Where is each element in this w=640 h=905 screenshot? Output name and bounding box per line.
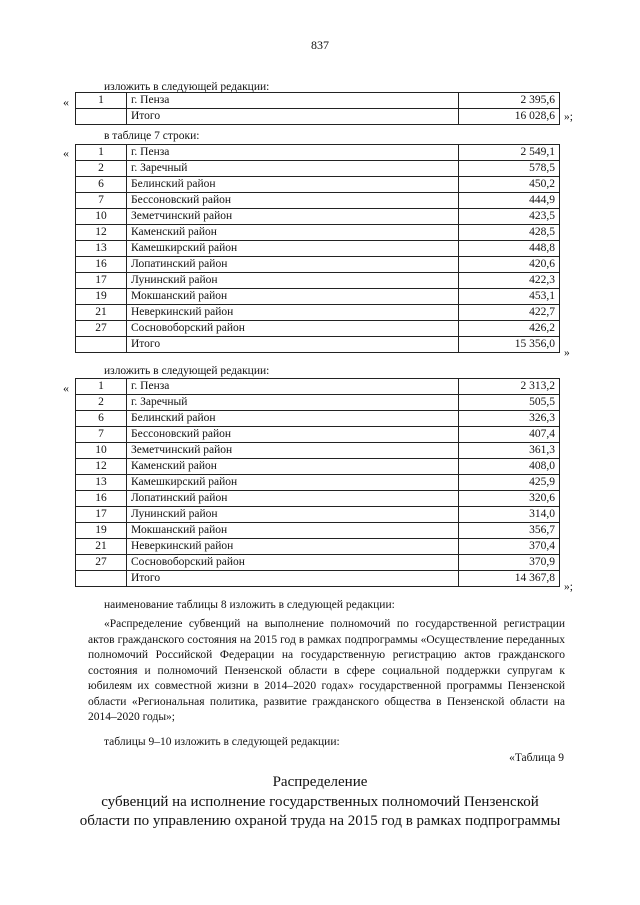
row-name: Лопатинский район xyxy=(127,257,459,273)
row-name: Земетчинский район xyxy=(127,443,459,459)
section3-close-quote: »; xyxy=(564,581,573,593)
row-number: 10 xyxy=(76,209,127,225)
table-row xyxy=(76,305,560,321)
section1-open-quote: « xyxy=(63,95,69,109)
row-name: г. Пенза xyxy=(127,145,459,161)
section3-open-quote: « xyxy=(63,381,69,395)
table-row xyxy=(76,379,560,395)
table-row xyxy=(76,109,560,125)
page-number: 837 xyxy=(311,38,329,52)
section2-close-quote: » xyxy=(564,347,570,359)
row-number: 13 xyxy=(76,241,127,257)
table-row xyxy=(76,459,560,475)
table-row xyxy=(76,193,560,209)
row-value: 356,7 xyxy=(459,523,560,539)
row-number: 17 xyxy=(76,507,127,523)
row-value: 15 356,0 xyxy=(459,337,560,353)
row-number: 21 xyxy=(76,305,127,321)
row-value: 423,5 xyxy=(459,209,560,225)
row-name: Мокшанский район xyxy=(127,289,459,305)
row-value: 326,3 xyxy=(459,411,560,427)
section1-close-quote: »; xyxy=(564,111,573,123)
table-row xyxy=(76,145,560,161)
table-row xyxy=(76,161,560,177)
table-row xyxy=(76,491,560,507)
row-value: 422,7 xyxy=(459,305,560,321)
row-number: 19 xyxy=(76,523,127,539)
row-number: 21 xyxy=(76,539,127,555)
row-name: Бессоновский район xyxy=(127,427,459,443)
row-number: 1 xyxy=(76,145,127,161)
row-number: 6 xyxy=(76,177,127,193)
row-value: 2 313,2 xyxy=(459,379,560,395)
row-value: 448,8 xyxy=(459,241,560,257)
row-name: г. Пенза xyxy=(127,93,459,109)
row-value: 578,5 xyxy=(459,161,560,177)
section2-open-quote: « xyxy=(63,146,69,160)
heading-title: Распределение xyxy=(272,774,368,790)
row-value: 2 549,1 xyxy=(459,145,560,161)
table8-intro: наименование таблицы 8 изложить в следующей редакции: xyxy=(104,599,395,611)
section1-intro: изложить в следующей редакции: xyxy=(104,81,270,93)
table-row xyxy=(76,93,560,109)
row-number: 16 xyxy=(76,491,127,507)
row-value: 444,9 xyxy=(459,193,560,209)
row-name: Белинский район xyxy=(127,411,459,427)
row-name: Неверкинский район xyxy=(127,305,459,321)
section3-intro: изложить в следующей редакции: xyxy=(104,365,270,377)
table-row xyxy=(76,273,560,289)
row-value: 314,0 xyxy=(459,507,560,523)
heading-line-2: области по управлению охраной труда на 2015 год в рамках подпрограммы xyxy=(79,813,561,829)
row-name: Лунинский район xyxy=(127,507,459,523)
table-row xyxy=(76,539,560,555)
row-value: 2 395,6 xyxy=(459,93,560,109)
row-value: 370,9 xyxy=(459,555,560,571)
row-name: Неверкинский район xyxy=(127,539,459,555)
row-name: Итого xyxy=(127,571,459,587)
row-value: 422,3 xyxy=(459,273,560,289)
row-value: 505,5 xyxy=(459,395,560,411)
row-number: 27 xyxy=(76,555,127,571)
table9-label: «Таблица 9 xyxy=(509,752,564,764)
table8-paragraph: «Распределение субвенций на выполнение полномочий по государственной регистрации актов гражданского состояния на 2015 год в рамках подпрограммы «Осуществление переданных полномочий Российской Федерации на государственную регистрацию актов гражданского состояния и полномочий Пензенской области в сфере социальной поддержки супругам к юбилеям их совместной жизни в 2014–2020 годах» государственной программы Пензенской области «Региональная политика, развитие гражданского общества в Пензенской области на 2014–2020 годы»; xyxy=(88,618,565,723)
table-row xyxy=(76,555,560,571)
heading-line-1: субвенций на исполнение государственных полномочий Пензенской xyxy=(101,794,539,810)
table-row xyxy=(76,427,560,443)
row-name: Лопатинский район xyxy=(127,491,459,507)
row-name: Сосновоборский район xyxy=(127,555,459,571)
table-row xyxy=(76,241,560,257)
table-row xyxy=(76,209,560,225)
row-number xyxy=(76,337,127,353)
row-name: Каменский район xyxy=(127,459,459,475)
row-number: 17 xyxy=(76,273,127,289)
table-row xyxy=(76,507,560,523)
row-value: 425,9 xyxy=(459,475,560,491)
table-row xyxy=(76,475,560,491)
row-value: 407,4 xyxy=(459,427,560,443)
row-number: 7 xyxy=(76,193,127,209)
table-row xyxy=(76,571,560,587)
row-value: 453,1 xyxy=(459,289,560,305)
table-row xyxy=(76,411,560,427)
row-number: 27 xyxy=(76,321,127,337)
row-number: 2 xyxy=(76,161,127,177)
section3-table xyxy=(75,378,560,587)
table-row xyxy=(76,257,560,273)
row-number xyxy=(76,109,127,125)
row-value: 426,2 xyxy=(459,321,560,337)
row-number: 1 xyxy=(76,379,127,395)
row-value: 14 367,8 xyxy=(459,571,560,587)
row-name: г. Пенза xyxy=(127,379,459,395)
row-name: г. Заречный xyxy=(127,161,459,177)
table-row xyxy=(76,289,560,305)
table-row xyxy=(76,321,560,337)
section2-table xyxy=(75,144,560,353)
row-value: 16 028,6 xyxy=(459,109,560,125)
table-row xyxy=(76,395,560,411)
row-name: Каменский район xyxy=(127,225,459,241)
row-name: Мокшанский район xyxy=(127,523,459,539)
row-name: Итого xyxy=(127,337,459,353)
table-row xyxy=(76,443,560,459)
table-row xyxy=(76,523,560,539)
row-number: 2 xyxy=(76,395,127,411)
row-value: 450,2 xyxy=(459,177,560,193)
section2-intro: в таблице 7 строки: xyxy=(104,130,200,142)
row-value: 361,3 xyxy=(459,443,560,459)
table-row xyxy=(76,177,560,193)
row-value: 428,5 xyxy=(459,225,560,241)
row-number: 12 xyxy=(76,459,127,475)
row-name: Итого xyxy=(127,109,459,125)
section1-table xyxy=(75,92,560,125)
row-value: 370,4 xyxy=(459,539,560,555)
row-name: Бессоновский район xyxy=(127,193,459,209)
row-name: Земетчинский район xyxy=(127,209,459,225)
row-name: г. Заречный xyxy=(127,395,459,411)
tables910-intro: таблицы 9–10 изложить в следующей редакции: xyxy=(104,736,340,748)
row-value: 320,6 xyxy=(459,491,560,507)
row-name: Камешкирский район xyxy=(127,475,459,491)
row-number: 7 xyxy=(76,427,127,443)
row-number: 16 xyxy=(76,257,127,273)
row-name: Лунинский район xyxy=(127,273,459,289)
row-number xyxy=(76,571,127,587)
row-value: 420,6 xyxy=(459,257,560,273)
row-number: 12 xyxy=(76,225,127,241)
table-row xyxy=(76,337,560,353)
table-row xyxy=(76,225,560,241)
row-number: 10 xyxy=(76,443,127,459)
row-number: 1 xyxy=(76,93,127,109)
row-name: Сосновоборский район xyxy=(127,321,459,337)
row-name: Белинский район xyxy=(127,177,459,193)
row-number: 19 xyxy=(76,289,127,305)
row-number: 6 xyxy=(76,411,127,427)
row-number: 13 xyxy=(76,475,127,491)
row-value: 408,0 xyxy=(459,459,560,475)
row-name: Камешкирский район xyxy=(127,241,459,257)
